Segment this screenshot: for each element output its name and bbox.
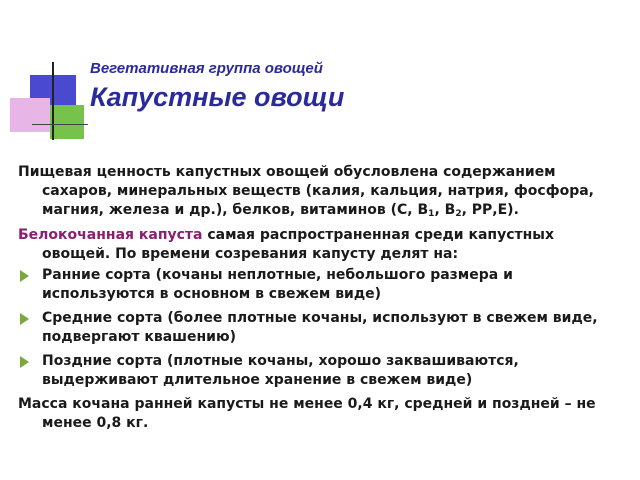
ripening-bullet-list: [18, 266, 624, 390]
pink-square-decoration: [10, 98, 50, 132]
cabbage-text: самая распространенная среди капустных овощей. По времени созревания капусту делят на:: [42, 227, 554, 262]
triangle-bullet-icon: [20, 313, 29, 325]
bullet-item-middle: [18, 309, 624, 347]
slide-subtitle: Вегетативная группа овощей: [90, 60, 323, 77]
vitamin-b1-subscript: 1: [428, 209, 435, 219]
cabbage-paragraph: [18, 226, 624, 264]
bullet-item-early: [18, 266, 624, 304]
bullet-item-late: [18, 352, 624, 390]
vertical-line-decoration: [52, 62, 54, 140]
bullet-text: Ранние сорта (кочаны неплотные, небольшого размера и используются в основном в свежем виде): [42, 267, 513, 302]
intro-paragraph: [18, 163, 624, 224]
horizontal-line-decoration: [32, 124, 88, 125]
intro-text: Пищевая ценность капустных овощей обусловлена содержанием сахаров, минеральных веществ (калия, кальция, натрия, фосфора, магния, железа и др.), белков, витаминов (С, В: [18, 164, 594, 218]
closing-paragraph: Масса кочана ранней капусты не менее 0,4 кг, средней и поздней – не менее 0,8 кг.: [18, 396, 596, 431]
green-square-decoration: [50, 105, 84, 139]
triangle-bullet-icon: [20, 270, 29, 282]
vitamin-b2-subscript: 2: [455, 209, 462, 219]
intro-tail: , РР,Е).: [461, 202, 519, 218]
intro-separator: , В: [434, 202, 456, 218]
bullet-text: Поздние сорта (плотные кочаны, хорошо заквашиваются, выдерживают длительное хранение в свежем виде): [42, 353, 519, 388]
highlight-term: Белокочанная капуста: [18, 227, 203, 243]
triangle-bullet-icon: [20, 356, 29, 368]
bullet-text: Средние сорта (более плотные кочаны, используют в свежем виде, подвергают квашению): [42, 310, 598, 345]
slide-content: [18, 163, 624, 435]
slide-title: Капустные овощи: [90, 82, 345, 112]
